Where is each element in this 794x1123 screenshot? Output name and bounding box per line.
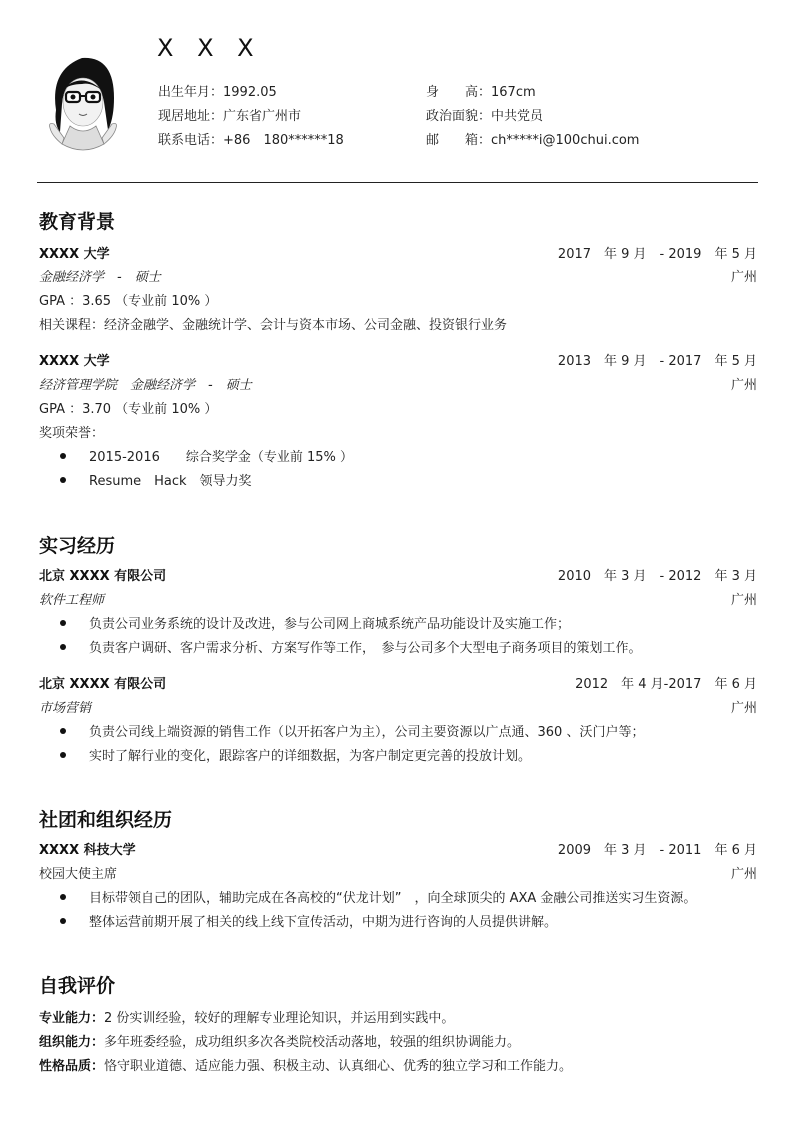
- bullet-dot: [60, 453, 66, 459]
- bullet-dot: [60, 620, 66, 626]
- phone-label: 联系电话：: [158, 133, 224, 148]
- major: 金融经济学 - 硕士: [39, 270, 161, 285]
- company-name: 北京 XXXX 有限公司: [39, 569, 167, 584]
- eval-key: 专业能力：: [39, 1011, 105, 1026]
- location: 广州: [730, 270, 757, 285]
- internship-2-header: [39, 673, 757, 693]
- internship-1-header: [39, 565, 757, 585]
- date-range: 2009 年 3 月 - 2011 年 6 月: [557, 843, 757, 858]
- eval-organization: [39, 1031, 520, 1050]
- bullet-dot: [60, 477, 66, 483]
- award-text: Resume Hack 领导力奖: [89, 474, 252, 489]
- education-2-subheader: [39, 374, 757, 394]
- bullet-dot: [60, 644, 66, 650]
- birth-label: 出生年月：: [158, 85, 224, 100]
- section-title-education: 教育背景: [39, 211, 116, 233]
- school-name: XXXX 大学: [39, 247, 110, 262]
- height-value: 167cm: [491, 85, 536, 100]
- eval-value: 多年班委经验，成功组织多次各类院校活动落地，较强的组织协调能力。: [104, 1035, 521, 1050]
- address-value: 广东省广州市: [223, 109, 302, 124]
- duty-text: 负责客户调研、客户需求分析、方案写作等工作， 参与公司多个大型电子商务项目的策划工作。: [89, 641, 642, 656]
- job-role: 软件工程师: [39, 593, 105, 608]
- eval-character: [39, 1055, 572, 1074]
- club-1-subheader: [39, 863, 757, 883]
- eval-value: 2 份实训经验，较好的理解专业理论知识，并运用到实践中。: [104, 1011, 455, 1026]
- company-name: 北京 XXXX 有限公司: [39, 677, 167, 692]
- major: 经济管理学院 金融经济学 - 硕士: [39, 378, 252, 393]
- org-name: XXXX 科技大学: [39, 843, 136, 858]
- email-value: ch*****i@100chui.com: [491, 133, 640, 148]
- education-2-gpa: GPA ：3.70 （专业前 10% ）: [39, 402, 218, 417]
- date-range: 2012 年 4 月-2017 年 6 月: [575, 677, 757, 692]
- section-title-clubs: 社团和组织经历: [39, 809, 173, 831]
- awards-label: 奖项荣誉：: [39, 426, 105, 441]
- address-info: [158, 105, 301, 124]
- bullet-dot: [60, 918, 66, 924]
- location: 广州: [730, 378, 757, 393]
- eval-value: 恪守职业道德、适应能力强、积极主动、认真细心、优秀的独立学习和工作能力。: [104, 1059, 573, 1074]
- club-1-header: [39, 839, 757, 859]
- education-1-gpa: GPA ：3.65 （专业前 10% ）: [39, 294, 218, 309]
- section-title-self-eval: 自我评价: [39, 975, 116, 997]
- birth-info: [158, 81, 277, 100]
- birth-value: 1992.05: [223, 85, 277, 100]
- club-duty-text: 整体运营前期开展了相关的线上线下宣传活动，中期为进行咨询的人员提供讲解。: [89, 915, 558, 930]
- political-info: [426, 105, 543, 124]
- phone-info: [158, 129, 344, 148]
- internship-1-subheader: [39, 589, 757, 609]
- phone-value: +86 180******18: [223, 133, 344, 148]
- candidate-name: X X X: [157, 34, 262, 62]
- eval-key: 性格品质：: [39, 1059, 105, 1074]
- education-1-subheader: [39, 266, 757, 286]
- club-role: 校园大使主席: [39, 867, 118, 882]
- email-info: [426, 129, 639, 148]
- duty-text: 负责公司业务系统的设计及改进，参与公司网上商城系统产品功能设计及实施工作；: [89, 617, 571, 632]
- bullet-dot: [60, 752, 66, 758]
- bullet-dot: [60, 728, 66, 734]
- education-1-courses: 相关课程：经济金融学、金融统计学、会计与资本市场、公司金融、投资银行业务: [39, 318, 508, 333]
- eval-key: 组织能力：: [39, 1035, 105, 1050]
- section-title-internship: 实习经历: [39, 535, 116, 557]
- avatar: [42, 40, 124, 158]
- duty-text: 负责公司线上端资源的销售工作（以开拓客户为主），公司主要资源以广点通、360 、沃门户等；: [89, 725, 645, 740]
- date-range: 2013 年 9 月 - 2017 年 5 月: [557, 354, 757, 369]
- date-range: 2017 年 9 月 - 2019 年 5 月: [557, 247, 757, 262]
- bullet-dot: [60, 894, 66, 900]
- height-label: 身 高：: [426, 85, 492, 100]
- location: 广州: [730, 701, 757, 716]
- school-name: XXXX 大学: [39, 354, 110, 369]
- address-label: 现居地址：: [158, 109, 224, 124]
- club-duty-text: 目标带领自己的团队，辅助完成在各高校的“伏龙计划” ，向全球顶尖的 AXA 金融公司推送实习生资源。: [89, 891, 697, 906]
- education-1-header: [39, 243, 757, 263]
- job-role: 市场营销: [39, 701, 92, 716]
- location: 广州: [730, 867, 757, 882]
- date-range: 2010 年 3 月 - 2012 年 3 月: [557, 569, 757, 584]
- header-divider: [37, 182, 758, 183]
- avatar-illustration: [50, 58, 117, 150]
- political-label: 政治面貌：: [426, 109, 492, 124]
- email-label: 邮 箱：: [426, 133, 492, 148]
- education-2-header: [39, 350, 757, 370]
- award-text: 2015-2016 综合奖学金（专业前 15% ）: [89, 450, 354, 465]
- internship-2-subheader: [39, 697, 757, 717]
- location: 广州: [730, 593, 757, 608]
- eval-professional: [39, 1007, 454, 1026]
- duty-text: 实时了解行业的变化，跟踪客户的详细数据，为客户制定更完善的投放计划。: [89, 749, 532, 764]
- political-value: 中共党员: [491, 109, 544, 124]
- height-info: [426, 81, 536, 100]
